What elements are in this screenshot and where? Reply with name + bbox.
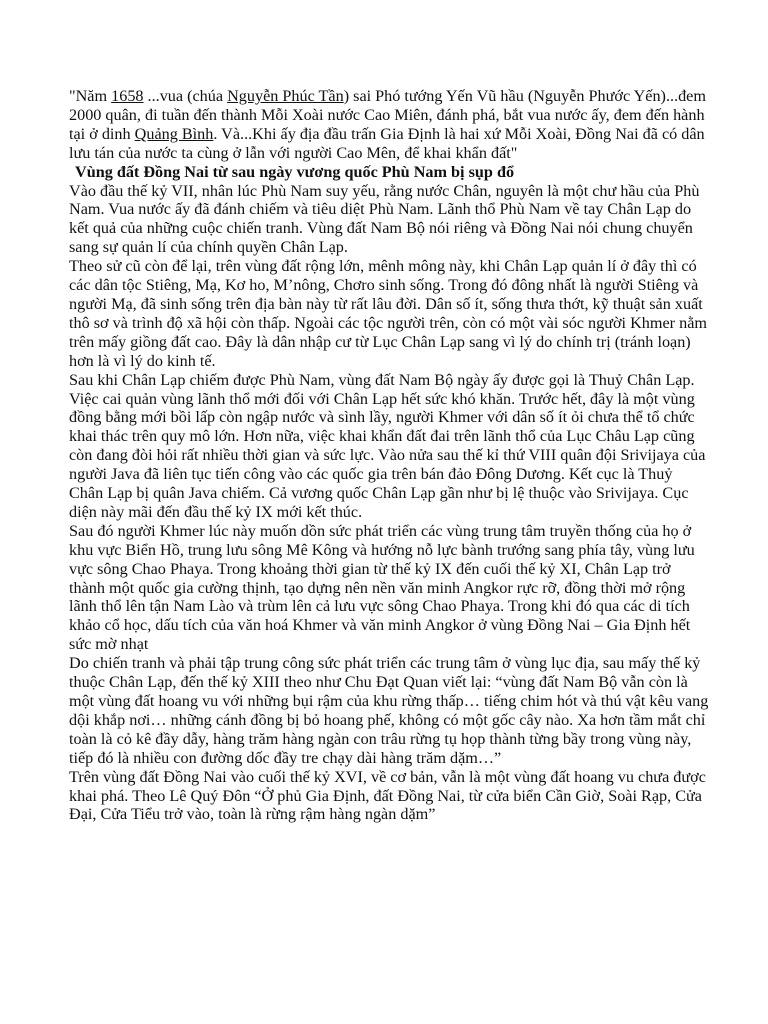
link-nguyen-phuc-tan[interactable]: Nguyễn Phúc Tần <box>227 87 344 105</box>
section-heading: Vùng đất Đồng Nai từ sau ngày vương quốc Phù Nam bị sụp đổ <box>75 162 515 181</box>
link-year-1658[interactable]: 1658 <box>111 87 144 105</box>
paragraph-3: Sau khi Chân Lạp chiếm được Phù Nam, vùng đất Nam Bộ ngày ấy được gọi là Thuỷ Chân Lạp. Việc cai quản vùng lãnh thổ mới đối với Chân Lạp hết sức khó khăn. Trước hết, đây là một vùng đồng bằng mới bồi lấp còn ngập nước và sình lầy, người Khmer với dân số ít ỏi chưa thể tổ chức khai thác trên quy mô lớn. Hơn nữa, việc khai khẩn đất đai trên lãnh thổ của Lục Châu Lạp cũng còn đang đòi hỏi rất nhiều thời gian và sức lực. Vào nửa sau thế kỉ thứ VIII quân đội Srivijaya của người Java đã liên tục tiến công vào các quốc gia trên bán đảo Đông Dương. Kết cục là Thuỷ Chân Lạp bị quân Java chiếm. Cả vương quốc Chân Lạp gần như bị lệ thuộc vào Srivijaya. Cục diện này mãi đến đầu thế kỷ IX mới kết thúc. <box>69 370 706 521</box>
link-quang-binh[interactable]: Quảng Bình <box>134 124 214 143</box>
paragraph-4: Sau đó người Khmer lúc này muốn dồn sức phát triển các vùng trung tâm truyền thống của họ ở khu vực Biển Hồ, trung lưu sông Mê Kông và hướng nỗ lực bành trướng sang phía tây, vùng lưu vực sông Chao Phaya. Trong khoảng thời gian từ thế kỷ IX đến cuối thế kỷ XI, Chân Lạp trở thành một quốc gia cường thịnh, tạo dựng nên nền văn minh Angkor rực rỡ, đồng thời mở rộng lãnh thổ lên tận Nam Lào và trùm lên cả lưu vực sông Chao Phaya. Trong khi đó qua các di tích khảo cổ học, dấu tích của văn hoá Khmer và văn minh Angkor ở vùng Đồng Nai – Gia Định hết sức mờ nhạt <box>69 521 695 654</box>
quote-text-3: ) sai Phó tướng Yến Vũ hầu (Nguyễn Phước Yến)...đem 2000 quân, đi tuần đến thành Mỗi Xoài nước Cao Miên, đánh phá, bắt vua nước ấy, đem đến hành tại ở dinh <box>69 87 706 143</box>
quote-text-1: "Năm <box>69 87 112 105</box>
quote-text-2: ...vua (chúa <box>143 87 228 105</box>
paragraph-6: Trên vùng đất Đồng Nai vào cuối thế kỷ XVI, về cơ bản, vẫn là một vùng đất hoang vu chưa được khai phá. Theo Lê Quý Đôn “Ở phủ Gia Định, đất Đồng Nai, từ cửa biển Cần Giờ, Soài Rạp, Cửa Đại, Cửa Tiểu trở vào, toàn là rừng rậm hàng ngàn dặm” <box>69 767 706 824</box>
paragraph-2: Theo sử cũ còn để lại, trên vùng đất rộng lớn, mênh mông này, khi Chân Lạp quản lí ở đây thì có các dân tộc Stiêng, Mạ, Kơ ho, M’nông, Chơro sinh sống. Trong đó đông nhất là người Stiêng và người Mạ, đã sinh sống trên địa bàn này từ rất lâu đời. Dân số ít, sống thưa thớt, kỹ thuật sản xuất thô sơ và trình độ xã hội còn thấp. Ngoài các tộc người trên, còn có một vài sóc người Khmer nằm trên mấy giồng đất cao. Đây là dân nhập cư từ Lục Chân Lạp sang vì lý do chính trị (tránh loạn) hơn là vì lý do kinh tế. <box>69 257 707 370</box>
paragraph-1: Vào đầu thế kỷ VII, nhân lúc Phù Nam suy yếu, rằng nước Chân, nguyên là một chư hầu của Phù Nam. Vua nước ấy đã đánh chiếm và tiêu diệt Phù Nam. Lãnh thổ Phù Nam về tay Chân Lạp do kết quả của những cuộc chiến tranh. Vùng đất Nam Bộ nói riêng và Đồng Nai nói chung chuyển sang sự quản lí của chính quyền Chân Lạp. <box>69 181 700 257</box>
opening-quote <box>69 87 709 163</box>
quote-text-4: . Và...Khi ấy địa đầu trấn Gia Định là hai xứ Mỗi Xoài, Đồng Nai đã có dân lưu tán của nước ta cùng ở lẫn với người Cao Mên, để khai khẩn đất" <box>69 124 705 162</box>
paragraph-5: Do chiến tranh và phải tập trung công sức phát triển các trung tâm ở vùng lục địa, sau mấy thế kỷ thuộc Chân Lạp, đến thế kỷ XIII theo như Chu Đạt Quan viết lại: “vùng đất Nam Bộ vẫn còn là một vùng đất hoang vu với những bụi rậm của khu rừng thấp… tiếng chim hót và thú vật kêu vang dội khắp nơi… những cánh đồng bị bỏ hoang phế, không có một gốc cây nào. Xa hơn tầm mắt chỉ toàn là cỏ kê đầy dẫy, hàng trăm hàng ngàn con trâu rừng tụ họp thành từng bầy trong vùng này, tiếp đó là nhiều con đường dốc đầy tre chạy dài hàng trăm dặm…” <box>69 654 709 767</box>
document-page <box>69 87 709 824</box>
